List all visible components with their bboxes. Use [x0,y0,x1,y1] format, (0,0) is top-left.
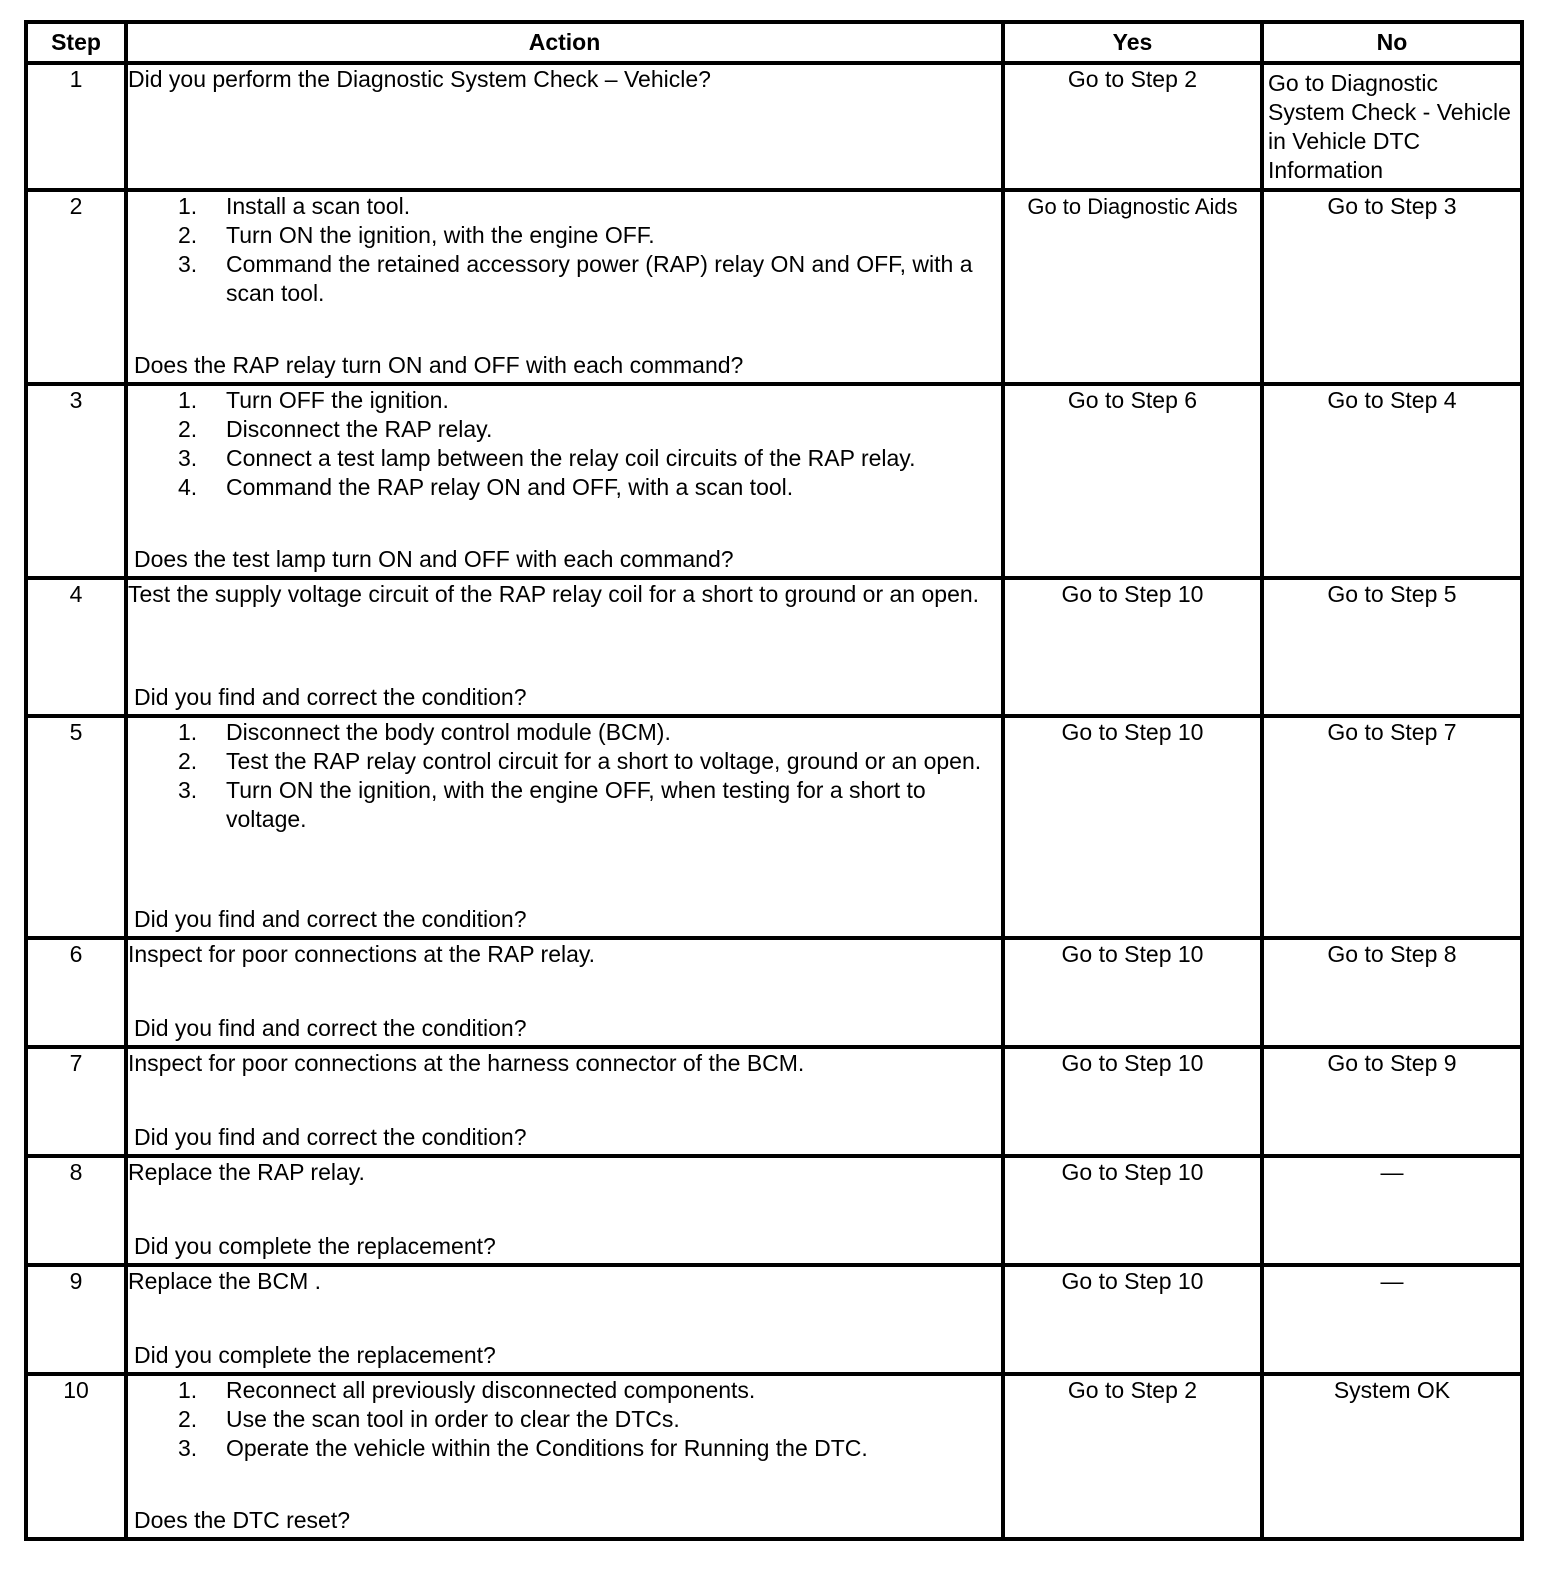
action-list-item [128,1376,1001,1405]
header-step: Step [26,22,126,63]
list-item-number: 3. [178,777,198,803]
yes-result: Go to Step 10 [1003,938,1262,1047]
no-result: Go to Step 3 [1262,190,1522,384]
action-cell [126,578,1003,716]
action-question: Does the DTC reset? [134,1507,351,1533]
action-list-item [128,415,1001,444]
action-list-item [128,1434,1001,1463]
list-item-text: Install a scan tool. [226,193,411,219]
table-row [26,716,1522,938]
table-row [26,63,1522,190]
list-item-text: Reconnect all previously disconnected components. [226,1377,756,1403]
list-item-number: 3. [178,251,198,277]
action-list-item [128,444,1001,473]
header-row [26,22,1522,63]
table-row [26,1047,1522,1156]
no-result: Go to Step 8 [1262,938,1522,1047]
action-question: Did you find and correct the condition? [134,1124,527,1150]
action-question: Does the test lamp turn ON and OFF with each command? [134,546,734,572]
step-number: 4 [26,578,126,716]
no-result: Go to Step 5 [1262,578,1522,716]
table-body [26,63,1522,1539]
action-cell [126,190,1003,384]
list-item-number: 3. [178,1435,198,1461]
no-result: — [1262,1156,1522,1265]
list-item-number: 1. [178,719,198,745]
action-text: Replace the RAP relay. [128,1159,365,1185]
action-list [128,386,1001,502]
action-list-item [128,718,1001,747]
yes-result: Go to Step 10 [1003,1156,1262,1265]
yes-result: Go to Step 10 [1003,1265,1262,1374]
list-item-text: Use the scan tool in order to clear the DTCs. [226,1406,680,1432]
action-question: Did you find and correct the condition? [134,906,527,932]
action-cell [126,1265,1003,1374]
action-list-item [128,250,1001,308]
step-number: 3 [26,384,126,578]
step-number: 10 [26,1374,126,1539]
action-list [128,1376,1001,1463]
list-item-number: 3. [178,445,198,471]
action-cell [126,63,1003,190]
list-item-text: Connect a test lamp between the relay coil circuits of the RAP relay. [226,445,916,471]
table-row [26,190,1522,384]
list-item-text: Command the retained accessory power (RAP) relay ON and OFF, with a scan tool. [226,251,973,306]
action-list [128,718,1001,834]
action-question: Did you find and correct the condition? [134,684,527,710]
diagnostic-table [24,20,1524,1541]
no-result: System OK [1262,1374,1522,1539]
step-number: 5 [26,716,126,938]
list-item-text: Disconnect the RAP relay. [226,416,493,442]
action-question: Did you complete the replacement? [134,1342,496,1368]
step-number: 9 [26,1265,126,1374]
action-text: Inspect for poor connections at the harness connector of the BCM. [128,1050,805,1076]
action-text: Inspect for poor connections at the RAP relay. [128,941,596,967]
action-cell [126,716,1003,938]
table-row [26,578,1522,716]
list-item-text: Turn OFF the ignition. [226,387,449,413]
no-result: Go to Step 4 [1262,384,1522,578]
action-question: Did you find and correct the condition? [134,1015,527,1041]
table-row [26,1156,1522,1265]
action-list-item [128,747,1001,776]
list-item-text: Disconnect the body control module (BCM). [226,719,671,745]
action-list-item [128,221,1001,250]
list-item-text: Turn ON the ignition, with the engine OFF, when testing for a short to voltage. [226,777,926,832]
list-item-number: 2. [178,748,198,774]
action-list [128,192,1001,308]
action-cell [126,938,1003,1047]
list-item-text: Operate the vehicle within the Conditions for Running the DTC. [226,1435,868,1461]
no-result: Go to Step 9 [1262,1047,1522,1156]
action-question: Did you complete the replacement? [134,1233,496,1259]
action-cell [126,1047,1003,1156]
yes-result: Go to Step 10 [1003,716,1262,938]
action-list-item [128,386,1001,415]
list-item-text: Test the RAP relay control circuit for a short to voltage, ground or an open. [226,748,982,774]
table-header [26,22,1522,63]
action-list-item [128,1405,1001,1434]
yes-result: Go to Step 10 [1003,1047,1262,1156]
action-text: Replace the BCM . [128,1268,322,1294]
yes-result: Go to Step 2 [1003,1374,1262,1539]
step-number: 1 [26,63,126,190]
action-text: Test the supply voltage circuit of the RAP relay coil for a short to ground or an open. [128,581,980,607]
step-number: 7 [26,1047,126,1156]
no-result: Go to Diagnostic System Check - Vehicle in Vehicle DTC Information [1262,63,1522,190]
table-row [26,938,1522,1047]
step-number: 2 [26,190,126,384]
action-list-item [128,776,1001,834]
header-action: Action [126,22,1003,63]
list-item-number: 1. [178,387,198,413]
yes-result: Go to Step 6 [1003,384,1262,578]
header-no: No [1262,22,1522,63]
action-list-item [128,473,1001,502]
no-result: — [1262,1265,1522,1374]
list-item-number: 2. [178,222,198,248]
action-cell [126,384,1003,578]
action-cell [126,1374,1003,1539]
yes-result: Go to Step 10 [1003,578,1262,716]
no-result: Go to Step 7 [1262,716,1522,938]
table-row [26,384,1522,578]
table-row [26,1374,1522,1539]
action-text: Did you perform the Diagnostic System Check – Vehicle? [128,66,711,92]
action-cell [126,1156,1003,1265]
list-item-number: 1. [178,1377,198,1403]
list-item-text: Turn ON the ignition, with the engine OFF. [226,222,655,248]
list-item-number: 2. [178,416,198,442]
table-row [26,1265,1522,1374]
list-item-text: Command the RAP relay ON and OFF, with a scan tool. [226,474,794,500]
list-item-number: 4. [178,474,198,500]
yes-result: Go to Step 2 [1003,63,1262,190]
yes-result: Go to Diagnostic Aids [1003,190,1262,384]
step-number: 6 [26,938,126,1047]
step-number: 8 [26,1156,126,1265]
action-question: Does the RAP relay turn ON and OFF with each command? [134,352,744,378]
list-item-number: 1. [178,193,198,219]
list-item-number: 2. [178,1406,198,1432]
header-yes: Yes [1003,22,1262,63]
action-list-item [128,192,1001,221]
